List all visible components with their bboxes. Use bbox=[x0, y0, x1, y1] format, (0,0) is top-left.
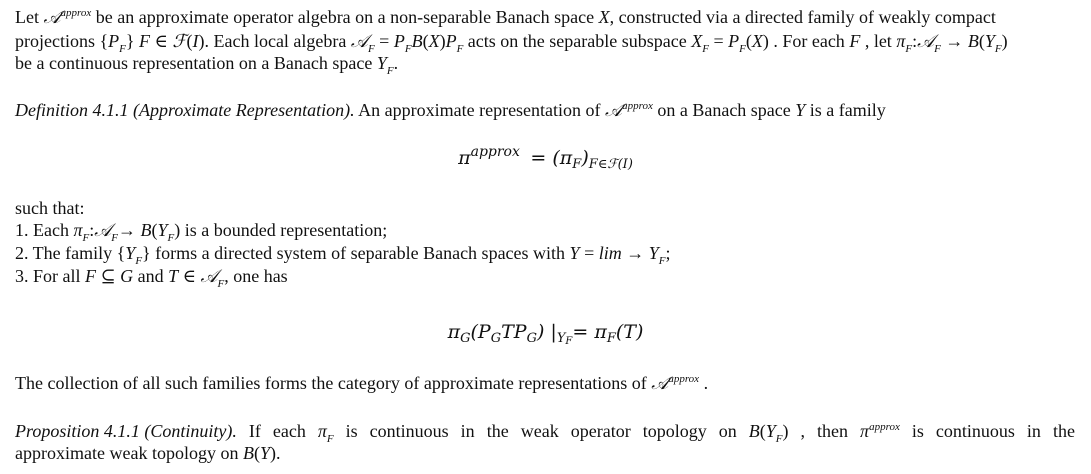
formula-approx-representation: $\pi^{approx} = (\pi_F)_{F\in ℱ(I)}$ bbox=[458, 144, 633, 172]
proposition-line-2: approximate weak topology on B(Y). bbox=[15, 443, 281, 463]
condition-1: 1. Each $\pi_F:𝒜_F\to B(Y_F)$ is a bounded representation; bbox=[15, 220, 388, 244]
intro-line-1: Let 𝒜$^{approx}$ be an approximate operator algebra on a non-separable Banach space X, constructed via a directed family of weakly compact bbox=[15, 7, 996, 28]
condition-3: 3. For all F ⊆ G and T ∈ 𝒜$_F$, one has bbox=[15, 266, 288, 290]
formula-compatibility: $\pi_G(P_GTP_G)$ $|_{YF}= \pi_F(T)$ bbox=[447, 321, 644, 347]
proposition-title: Proposition 4.1.1 (Continuity). bbox=[15, 421, 237, 441]
such-that: such that: bbox=[15, 198, 85, 218]
intro-line-2: projections $\{P_F\}$ F ∈ ℱ(I). Each local algebra 𝒜$_F$ = $P_FB(X)P_F$ acts on the separable subspace $X_F = P_F(X)$ . For each F , let $\pi_F:𝒜_F \to B(Y_F)$ bbox=[15, 31, 1008, 55]
definition-line: Definition 4.1.1 (Approximate Representation). An approximate representation of 𝒜$^{approx}$ on a Banach space Y is a family bbox=[15, 100, 886, 121]
definition-title: Definition 4.1.1 (Approximate Representation). bbox=[15, 100, 355, 120]
proposition-line-1: Proposition 4.1.1 (Continuity). If each $\pi_F$ is continuous in the weak operator topology on $B(Y_F)$ , then $\pi^{approx}$ is continuous in the bbox=[15, 421, 1075, 445]
condition-2: 2. The family $\{Y_F\}$ forms a directed system of separable Banach spaces with $Y = \lim \to Y_F$; bbox=[15, 243, 671, 267]
intro-line-3: be a continuous representation on a Banach space $Y_F$. bbox=[15, 53, 399, 77]
collection-sentence: The collection of all such families forms the category of approximate representations of 𝒜$^{approx}$ . bbox=[15, 373, 709, 394]
